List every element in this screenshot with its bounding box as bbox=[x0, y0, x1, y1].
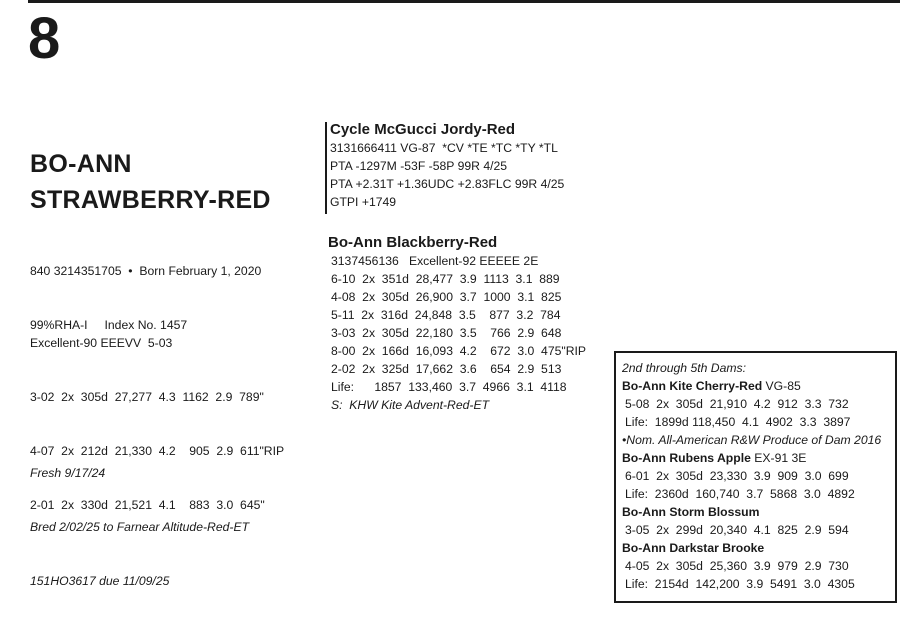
dam-line: 3137456136 Excellent-92 EEEEE 2E bbox=[331, 254, 539, 268]
dam-name: Bo-Ann Blackberry-Red bbox=[328, 234, 498, 251]
dam-line: 8-00 2x 166d 16,093 4.2 672 3.0 475"RIP bbox=[331, 344, 587, 358]
dams-box-header: 2nd through 5th Dams: bbox=[622, 361, 746, 375]
sire-line: 3131666411 VG-87 *CV *TE *TC *TY *TL bbox=[330, 141, 558, 155]
due-line: 151HO3617 due 11/09/25 bbox=[30, 574, 170, 588]
dam2-record: 5-08 2x 305d 21,910 4.2 912 3.3 732 bbox=[625, 397, 849, 411]
dam2-name: Bo-Ann Kite Cherry-Red bbox=[622, 379, 763, 393]
dam2-note: •Nom. All-American R&W Produce of Dam 2016 bbox=[622, 433, 882, 447]
dam3-record: 6-01 2x 305d 23,330 3.9 909 3.0 699 bbox=[625, 469, 849, 483]
record-line: 4-07 2x 212d 21,330 4.2 905 2.9 611"RIP bbox=[30, 444, 285, 458]
rha-index-line: 99%RHA-I Index No. 1457 bbox=[30, 318, 188, 332]
dam2-score: VG-85 bbox=[762, 379, 801, 393]
sire-bracket bbox=[325, 122, 327, 214]
ancestor-dams-box bbox=[614, 351, 897, 603]
dam3-score: EX-91 3E bbox=[750, 451, 807, 465]
sire-name: Cycle McGucci Jordy-Red bbox=[330, 121, 516, 138]
animal-name-line1: BO-ANN bbox=[30, 150, 132, 178]
dam-lifetime-line: Life: 1857 133,460 3.7 4966 3.1 4118 bbox=[331, 380, 567, 394]
animal-name-line2: STRAWBERRY-RED bbox=[30, 186, 271, 214]
fresh-date: Fresh 9/17/24 bbox=[30, 466, 106, 480]
sire-line: GTPI +1749 bbox=[330, 195, 397, 209]
registration-line: 840 3214351705 • Born February 1, 2020 bbox=[30, 264, 262, 278]
dam5-lifetime: Life: 2154d 142,200 3.9 5491 3.0 4305 bbox=[625, 577, 855, 591]
top-rule bbox=[28, 0, 900, 3]
dam2-lifetime: Life: 1899d 118,450 4.1 4902 3.3 3897 bbox=[625, 415, 851, 429]
breeding-info bbox=[30, 428, 249, 608]
sire-line: PTA +2.31T +1.36UDC +2.83FLC 99R 4/25 bbox=[330, 177, 565, 191]
dam-line: 5-11 2x 316d 24,848 3.5 877 3.2 784 bbox=[331, 308, 561, 322]
dam-line: 2-02 2x 325d 17,662 3.6 654 2.9 513 bbox=[331, 362, 562, 376]
dam4-name: Bo-Ann Storm Blossum bbox=[622, 505, 760, 519]
sire-line: PTA -1297M -53F -58P 99R 4/25 bbox=[330, 159, 508, 173]
dam2-heading bbox=[622, 377, 895, 395]
dam5-name: Bo-Ann Darkstar Brooke bbox=[622, 541, 765, 555]
sire-block bbox=[330, 121, 564, 211]
record-line: 3-02 2x 305d 27,277 4.3 1162 2.9 789" bbox=[30, 390, 264, 404]
record-line: 2-01 2x 330d 21,521 4.1 883 3.0 645" bbox=[30, 498, 265, 512]
dam5-record: 4-05 2x 305d 25,360 3.9 979 2.9 730 bbox=[625, 559, 849, 573]
classification-line: Excellent-90 EEEVV 5-03 bbox=[30, 336, 173, 350]
dam-line: 3-03 2x 305d 22,180 3.5 766 2.9 648 bbox=[331, 326, 562, 340]
dam3-lifetime: Life: 2360d 160,740 3.7 5868 3.0 4892 bbox=[625, 487, 855, 501]
dam3-heading bbox=[622, 449, 895, 467]
dam3-name: Bo-Ann Rubens Apple bbox=[622, 451, 751, 465]
dam-line: 6-10 2x 351d 28,477 3.9 1113 3.1 889 bbox=[331, 272, 560, 286]
dam-sire-line: S: KHW Kite Advent-Red-ET bbox=[331, 398, 490, 412]
animal-name bbox=[30, 146, 271, 218]
dam-line: 4-08 2x 305d 26,900 3.7 1000 3.1 825 bbox=[331, 290, 562, 304]
bred-line: Bred 2/02/25 to Farnear Altitude-Red-ET bbox=[30, 520, 250, 534]
lot-number: 8 bbox=[28, 6, 62, 71]
dam4-record: 3-05 2x 299d 20,340 4.1 825 2.9 594 bbox=[625, 523, 849, 537]
dam-block bbox=[328, 234, 586, 414]
